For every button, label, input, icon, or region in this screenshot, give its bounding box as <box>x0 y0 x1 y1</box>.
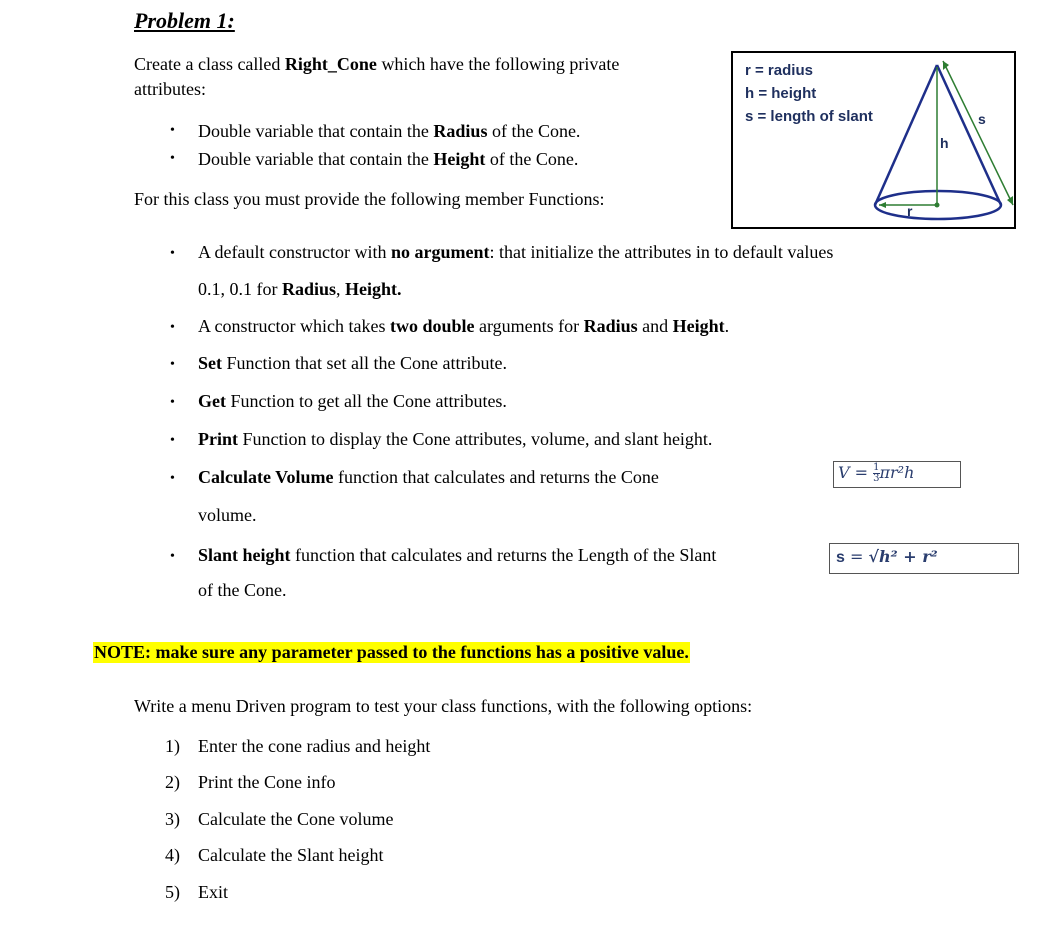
fn-bold: Radius <box>583 316 638 336</box>
fn-text: and <box>637 316 673 336</box>
fn-text: , <box>336 279 346 299</box>
function-calc-volume <box>198 467 659 488</box>
fn-bold: Get <box>198 391 226 411</box>
fn-bold: Set <box>198 353 222 373</box>
radius-arrow-icon <box>879 202 886 208</box>
formula-part: V <box>838 463 850 482</box>
fn-text: arguments for <box>474 316 584 336</box>
fn-bold: Radius <box>282 279 337 299</box>
label-h: h <box>940 135 949 151</box>
menu-item <box>165 809 180 830</box>
bullet-icon: • <box>170 433 175 448</box>
menu-number: 3) <box>165 809 180 829</box>
menu-label: Calculate the Cone volume <box>198 809 394 829</box>
fn-text: 0.1, 0.1 for <box>198 279 282 299</box>
attr-bold: Height <box>433 149 486 169</box>
menu-number: 4) <box>165 845 180 865</box>
cone-left-side <box>875 65 937 205</box>
attr-text: Double variable that contain the <box>198 149 434 169</box>
fn-text: A constructor which takes <box>198 316 390 336</box>
fn-text: Function that set all the Cone attribute. <box>222 353 507 373</box>
cone-diagram <box>731 51 1016 229</box>
menu-number: 1) <box>165 736 180 756</box>
function-default-constructor <box>198 242 833 263</box>
function-calc-volume-line2: volume. <box>198 505 257 525</box>
class-name: Right_Cone <box>284 54 377 74</box>
fn-bold: no argument <box>390 242 490 262</box>
menu-label: Calculate the Slant height <box>198 845 384 865</box>
fraction-denominator: 3 <box>873 473 880 484</box>
formula-part: √h² + r² <box>868 547 938 566</box>
fn-text: Function to display the Cone attributes, volume, and slant height. <box>238 429 713 449</box>
bullet-icon: • <box>170 320 175 335</box>
fn-bold: Slant height <box>198 545 291 565</box>
formula-part: s <box>836 549 845 566</box>
menu-label: Enter the cone radius and height <box>198 736 431 756</box>
menu-label: Exit <box>198 882 228 902</box>
attr-text: of the Cone. <box>487 121 581 141</box>
volume-formula <box>833 461 961 488</box>
bullet-icon: • <box>170 471 175 486</box>
slant-formula <box>829 543 1019 574</box>
menu-number: 2) <box>165 772 180 792</box>
fn-bold: Calculate Volume <box>198 467 334 487</box>
fn-text: A default constructor with <box>198 242 391 262</box>
functions-intro: For this class you must provide the following member Functions: <box>134 189 605 209</box>
function-get <box>198 391 507 412</box>
attribute-height <box>198 149 578 170</box>
menu-item <box>165 772 180 793</box>
cone-drawing <box>733 53 1014 227</box>
legend-radius: r = radius <box>745 62 813 79</box>
bullet-icon: • <box>170 395 175 410</box>
bullet-icon: • <box>170 246 175 261</box>
menu-label: Print the Cone info <box>198 772 336 792</box>
fn-text: function that calculates and returns the Cone <box>333 467 659 487</box>
intro-line-2: attributes: <box>134 79 206 99</box>
menu-item <box>165 845 180 866</box>
function-print <box>198 429 712 450</box>
label-s: s <box>978 111 986 127</box>
fn-bold: two double <box>389 316 475 336</box>
intro-line-1 <box>134 54 619 75</box>
formula-part: = <box>844 547 869 566</box>
fn-text: function that calculates and returns the Length of the Slant <box>290 545 717 565</box>
volume-formula-text <box>838 463 914 484</box>
intro-prefix: Create a class called <box>134 54 285 74</box>
attr-bold: Radius <box>433 121 488 141</box>
menu-item <box>165 882 180 903</box>
menu-intro: Write a menu Driven program to test your class functions, with the following options: <box>134 696 753 716</box>
label-r: r <box>907 203 913 219</box>
fn-bold: Print <box>198 429 238 449</box>
page-title: Problem 1: <box>134 8 235 33</box>
function-param-constructor <box>198 316 729 337</box>
function-slant-height <box>198 545 716 566</box>
fn-text: : that initialize the attributes in to default values <box>489 242 834 262</box>
attr-text: Double variable that contain the <box>198 121 434 141</box>
function-slant-height-line2: of the Cone. <box>198 580 287 600</box>
slant-formula-text <box>836 547 938 567</box>
fraction-numerator: 1 <box>873 462 880 473</box>
slant-line <box>943 61 1013 205</box>
formula-part: = <box>849 463 874 482</box>
fn-bold: Height <box>672 316 725 336</box>
bullet-icon: • <box>170 357 175 372</box>
legend-height: h = height <box>745 85 817 102</box>
formula-part: πr²h <box>879 463 915 482</box>
function-default-constructor-line2 <box>198 279 402 300</box>
attr-text: of the Cone. <box>485 149 579 169</box>
menu-item <box>165 736 180 757</box>
fn-bold: Height. <box>345 279 402 299</box>
bullet-icon: • <box>170 151 175 166</box>
center-dot <box>935 203 940 208</box>
note-highlight: NOTE: make sure any parameter passed to the functions has a positive value. <box>94 642 689 662</box>
menu-number: 5) <box>165 882 180 902</box>
intro-suffix: which have the following private <box>376 54 620 74</box>
fn-text: Function to get all the Cone attributes. <box>225 391 507 411</box>
attribute-radius <box>198 121 580 142</box>
function-set <box>198 353 507 374</box>
legend-slant: s = length of slant <box>745 108 873 125</box>
fn-text: . <box>724 316 730 336</box>
bullet-icon: • <box>170 123 175 138</box>
bullet-icon: • <box>170 549 175 564</box>
